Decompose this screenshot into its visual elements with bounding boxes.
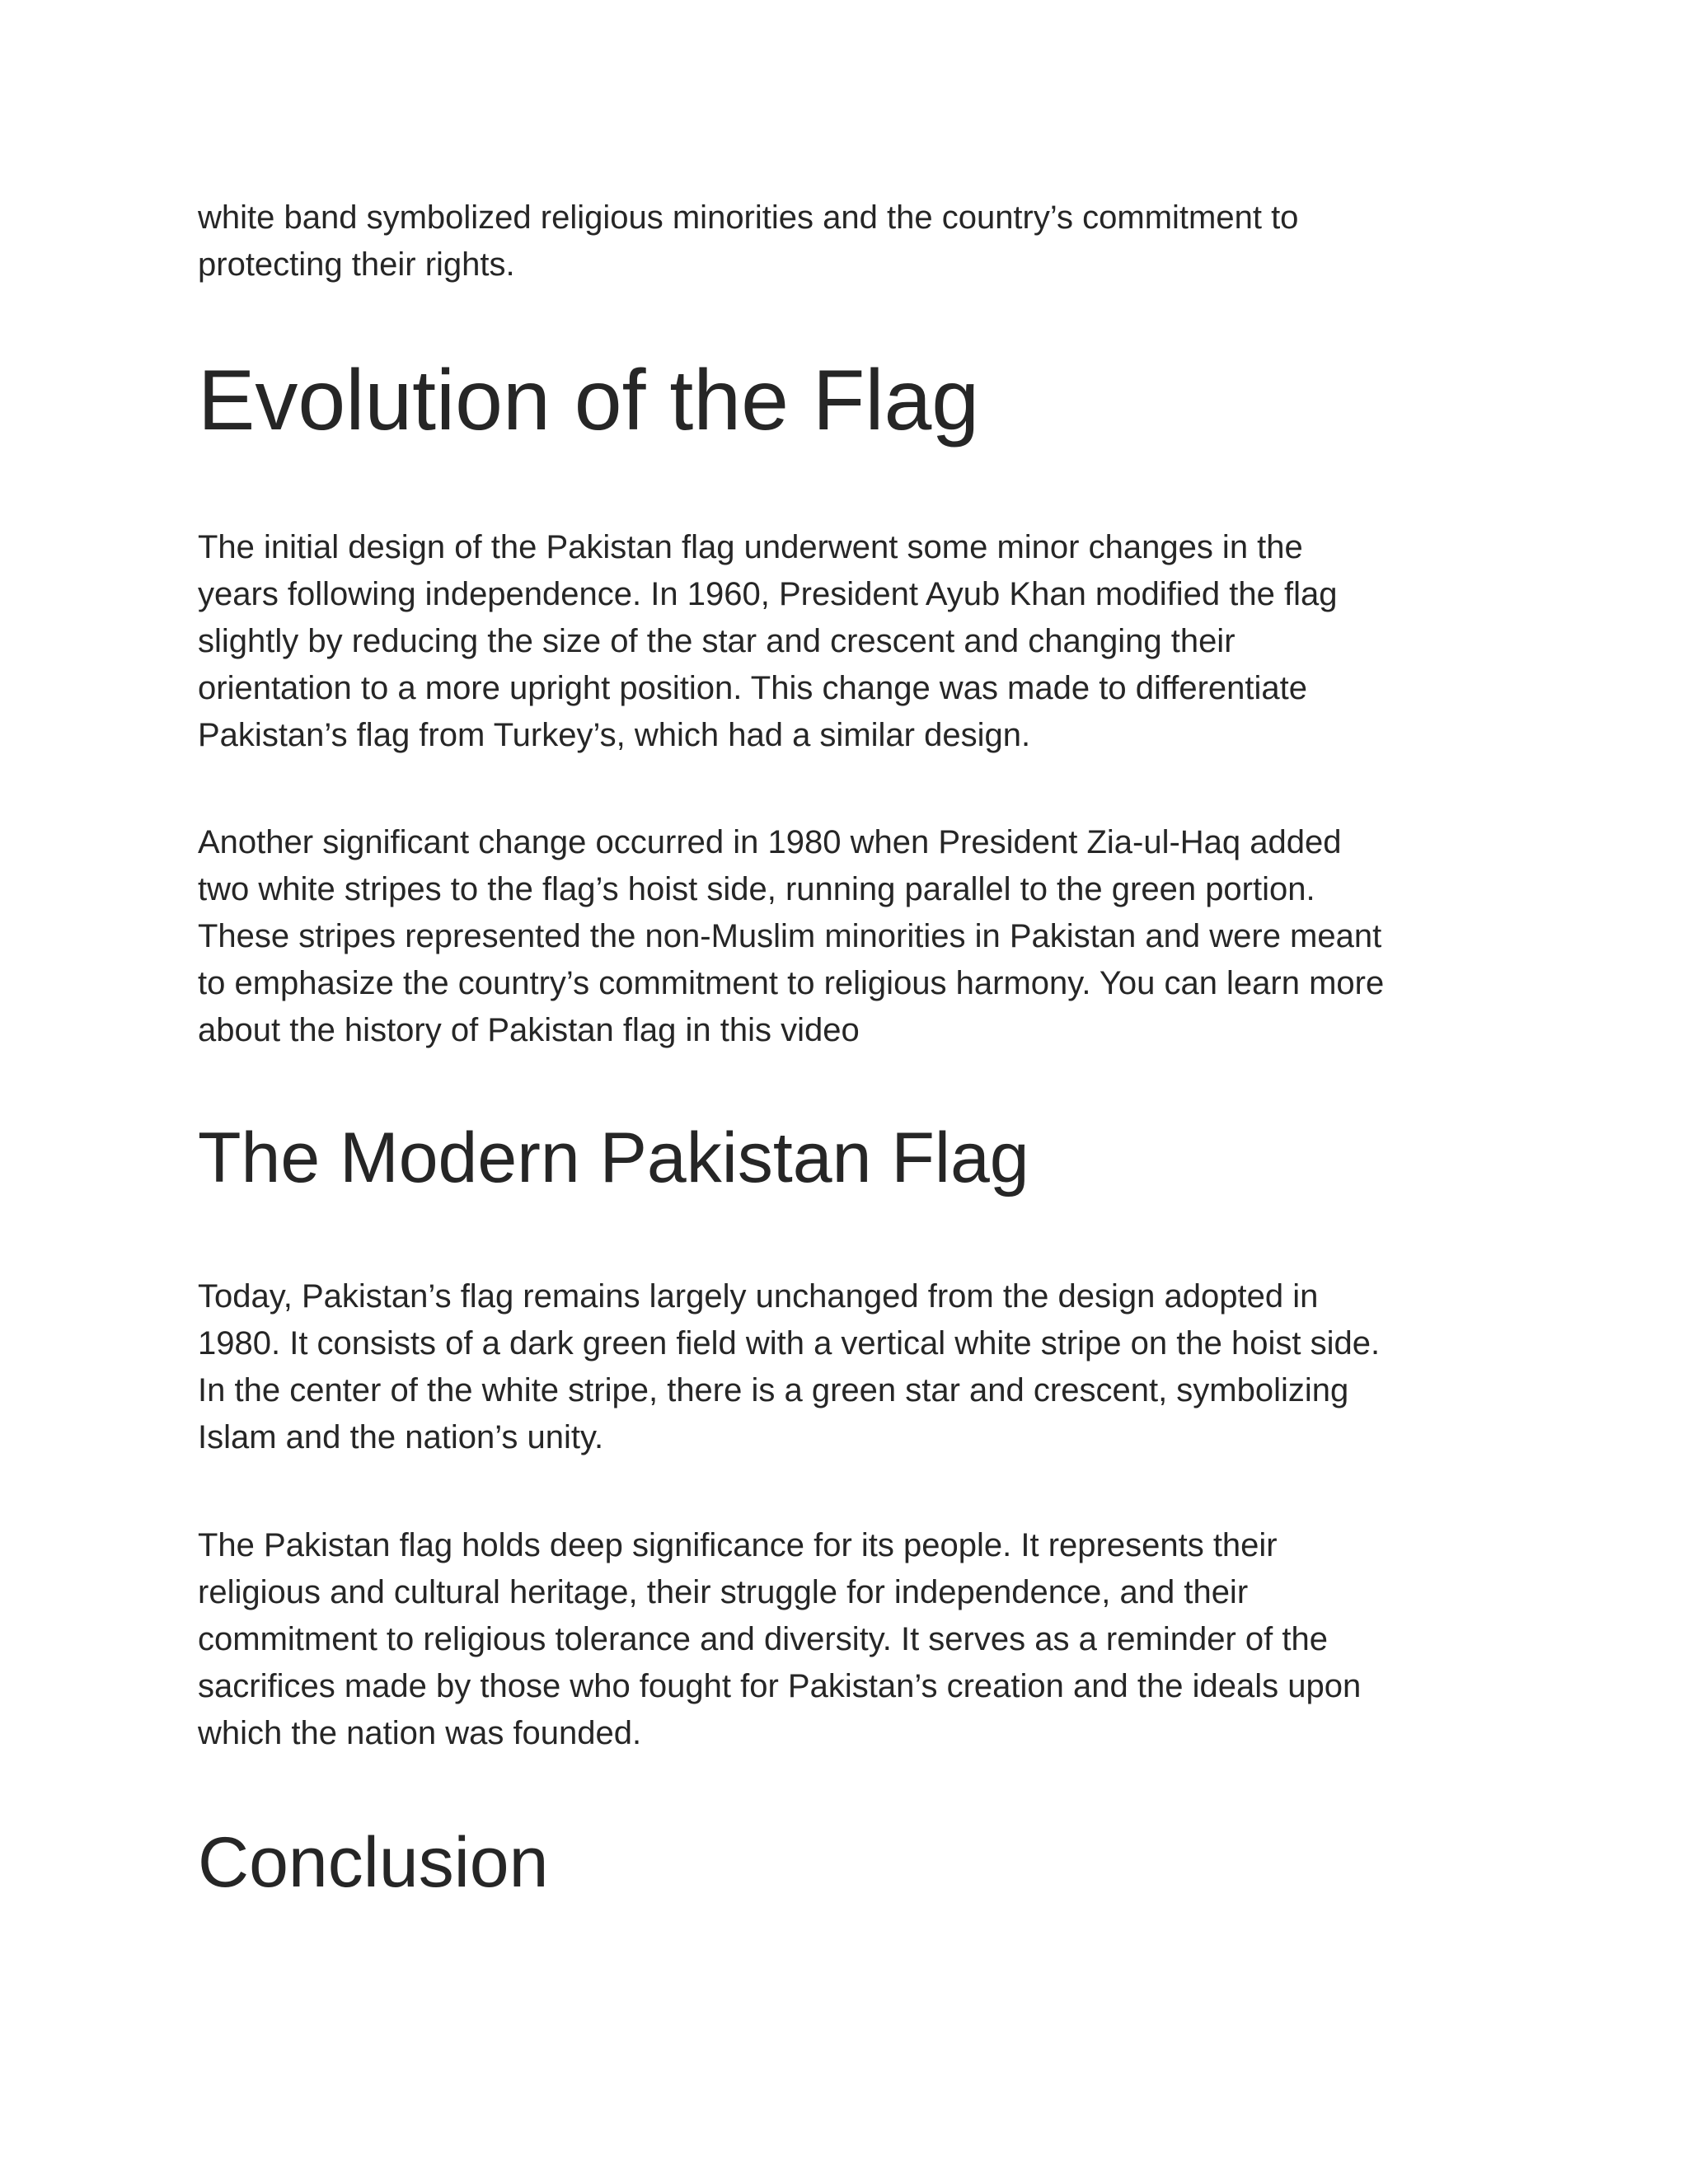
modern-flag-paragraph-1: Today, Pakistan’s flag remains largely unchanged from the design adopted in 1980. It consists of a dark green field with a vertical white stripe on the hoist side. In the center of the white stripe, there is a green star and crescent, symbolizing Islam and the nation’s unity. [198,1278,1381,1455]
modern-flag-paragraph-2: The Pakistan flag holds deep significance for its people. It represents their religious and cultural heritage, their struggle for independence, and their commitment to religious tolerance and diversity. It serves as a reminder of the sacrifices made by those who fought for Pakistan’s creation and the ideals upon which the nation was founded. [198,1527,1362,1751]
evolution-paragraph-1: The initial design of the Pakistan flag underwent some minor changes in the years following independence. In 1960, President Ayub Khan modified the flag slightly by reducing the size of the star and crescent and changing their orientation to a more upright position. This change was made to differentiate Pakistan’s flag from Turkey’s, which had a similar design. [198,529,1338,753]
intro-paragraph: white band symbolized religious minorities and the country’s commitment to protecting their rights. [198,199,1299,283]
evolution-paragraph-2: Another significant change occurred in 1980 when President Zia-ul-Haq added two white stripes to the flag’s hoist side, running parallel to the green portion. These stripes represented the non-Muslim minorities in Pakistan and were meant to emphasize the country’s commitment to religious harmony. You can learn more about the history of Pakistan flag in this video [198,824,1385,1048]
section-heading-evolution: Evolution of the Flag [198,353,980,448]
section-heading-conclusion: Conclusion [198,1823,549,1902]
section-heading-modern-flag: The Modern Pakistan Flag [198,1118,1029,1197]
